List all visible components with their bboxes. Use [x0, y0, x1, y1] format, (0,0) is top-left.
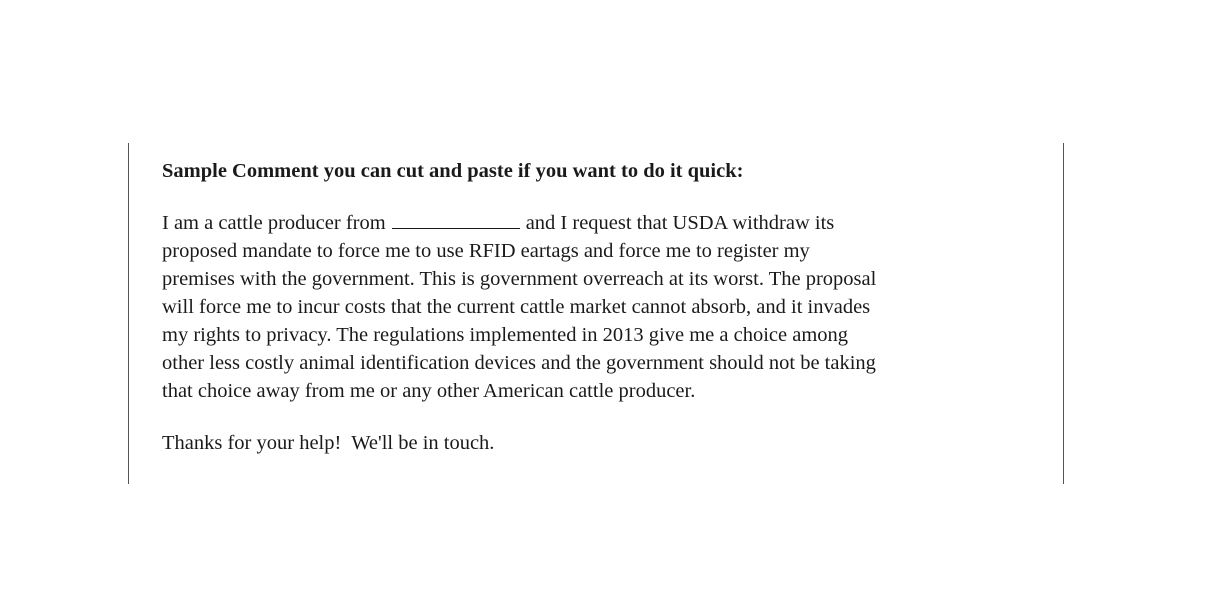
comment-line-6: other less costly animal identification devices and the government should not be taking: [162, 352, 876, 374]
comment-line-1-end: and I request that USDA withdraw its: [525, 212, 835, 234]
comment-line-7: that choice away from me or any other American cattle producer.: [162, 380, 696, 402]
comment-line-2: proposed mandate to force me to use RFID eartags and force me to register my: [162, 240, 810, 262]
comment-box: [128, 143, 1064, 484]
closing-text: Thanks for your help! We'll be in touch.: [162, 432, 495, 454]
comment-content: [162, 157, 1042, 457]
sample-comment-body: [162, 209, 1042, 405]
comment-line-5: my rights to privacy. The regulations implemented in 2013 give me a choice among: [162, 324, 849, 346]
fill-in-blank: [392, 209, 520, 229]
comment-line-1-start: I am a cattle producer from: [162, 212, 386, 234]
comment-line-3: premises with the government. This is government overreach at its worst. The proposal: [162, 268, 877, 290]
comment-line-4: will force me to incur costs that the current cattle market cannot absorb, and it invades: [162, 296, 871, 318]
comment-line-1: [162, 209, 1042, 237]
sample-comment-heading: Sample Comment you can cut and paste if you want to do it quick:: [162, 160, 744, 182]
